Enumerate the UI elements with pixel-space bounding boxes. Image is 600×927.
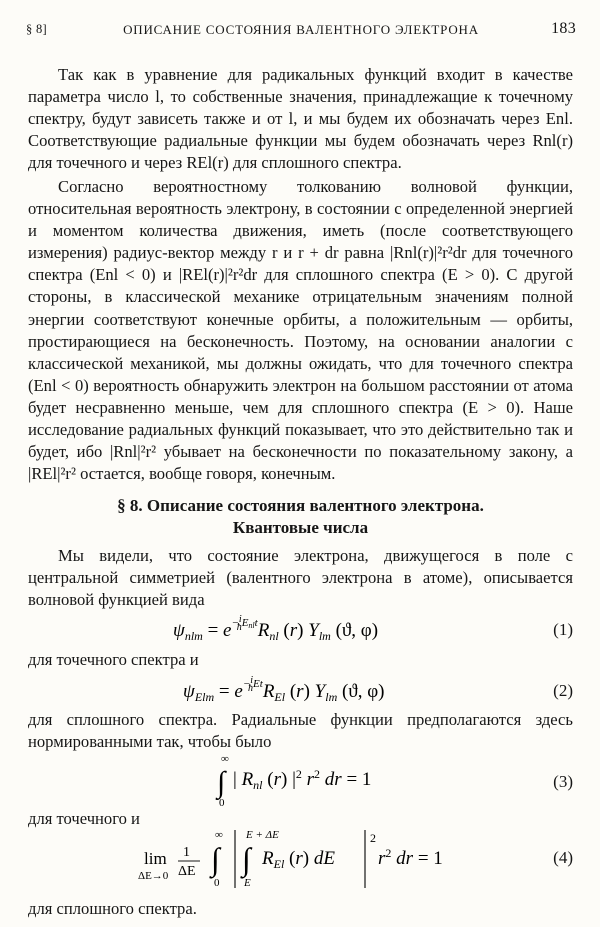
running-head-section: § 8]	[26, 22, 47, 36]
svg-text:ΔE→0: ΔE→0	[138, 870, 169, 882]
svg-text:ψnlm = e−iħEnltRnl (r) Ylm (ϑ,: $\psi_{nlm} = e^{-i}$ $ħ^EnltR_{nl}$ (r) $Y_{lm}$ (ϑ, φ)	[173, 614, 379, 643]
paragraph-1: Так как в уравнение для радикальных функций входит в качестве параметра число l, то собственные значения, принадлежащие к точечному спектру, будут зависеть также и от l, и мы будем их обозначать через Enl. Соответствующие радиальные функции мы будем обозначать через Rnl(r) для точечного и через REl(r) для сплошного спектра.	[28, 65, 573, 173]
svg-text:∞: ∞	[221, 753, 229, 765]
equation-4-formula	[28, 826, 548, 890]
svg-text:∫: ∫	[242, 841, 251, 877]
equation-4	[28, 826, 573, 890]
equation-3-number: (3)	[553, 772, 573, 791]
svg-text:∫: ∫	[217, 766, 226, 799]
equation-3-formula	[28, 752, 468, 810]
equation-1-number: (1)	[553, 620, 573, 639]
equation-3	[28, 752, 573, 810]
running-head-title: ОПИСАНИЕ СОСТОЯНИЯ ВАЛЕНТНОГО ЭЛЕКТРОНА	[123, 22, 479, 37]
svg-text:2: 2	[370, 831, 376, 845]
equation-2-number: (2)	[553, 681, 573, 700]
text-after-eq-1: для точечного спектра и	[28, 650, 199, 669]
svg-text:0: 0	[214, 877, 220, 889]
svg-text:ΔE: ΔE	[178, 864, 196, 879]
svg-text:ψElm = e−iħEtREl (r) Ylm (ϑ, φ: $\psi_{Elm} = e^{-i}$ $ħ^{Et}R_{El}$ (r) $Y_{lm}$ (ϑ, φ)	[183, 675, 385, 704]
text-after-eq-2: для сплошного спектра. Радиальные функции предполагаются здесь нормированными так, чтобы было	[28, 710, 573, 752]
equation-1-formula	[28, 612, 468, 648]
equation-1	[28, 612, 573, 648]
text-after-eq-4: для сплошного спектра.	[28, 899, 197, 918]
svg-text:| Rnl (r) |2 r2 dr = 1: | $R_{nl}$ (r) $|^2$ $r^2$ dr = 1	[233, 767, 372, 792]
svg-text:E + ΔE: E + ΔE	[246, 829, 279, 841]
paragraph-3: Мы видели, что состояние электрона, движущегося в поле с центральной симметрией (валентного электрона в атоме), описывается волновой функцией вида	[28, 546, 573, 610]
equation-2-formula	[28, 673, 468, 709]
svg-text:0: 0	[219, 797, 225, 809]
svg-text:lim: lim	[144, 849, 167, 868]
svg-text:E: E	[244, 877, 251, 889]
paragraph-2: Согласно вероятностному толкованию волновой функции, относительная вероятность электрону, в состоянии с определенной энергией и моментом количества движения, иметь (после соответствующего измерения) радиус-вектор между r и r + dr равна |Rnl(r)|²r²dr для точечного спектра (Enl < 0) и |REl(r)|²r²dr для сплошного спектра (E > 0). С другой стороны, в классической механике отрицательным значениям полной энергии соответствуют конечные орбиты, а положительным — орбиты, простирающиеся на бесконечность. Поэтому, на основании аналогии с классической механикой, мы должны ожидать, что для точечного спектра (Enl < 0) вероятность обнаружить электрон на большом расстоянии от атома будет несравненно меньше, чем для сплошного спектра (E > 0). Наше исследование радиальных функций показывает, что это действительно так и будет, ибо |Rnl|²r² убывает на бесконечности по показательному закону, а |REl|²r² остается, вообще говоря, конечным.	[28, 177, 573, 484]
svg-text:∫: ∫	[211, 841, 220, 877]
equation-2	[28, 673, 573, 709]
svg-text:1: 1	[183, 845, 190, 860]
svg-text:REl (r) dE: $R_{El}$ (r) dE	[262, 848, 335, 871]
page-number: 183	[551, 20, 576, 37]
text-after-eq-3: для точечного и	[28, 809, 140, 828]
section-heading-line-1: § 8. Описание состояния валентного электрона.	[117, 496, 484, 515]
section-heading-line-2: Квантовые числа	[232, 518, 369, 537]
running-head	[26, 20, 576, 42]
equation-4-number: (4)	[553, 848, 573, 867]
svg-text:r2 dr = 1: $r^2$ dr = 1	[378, 846, 443, 869]
svg-text:∞: ∞	[215, 829, 223, 841]
